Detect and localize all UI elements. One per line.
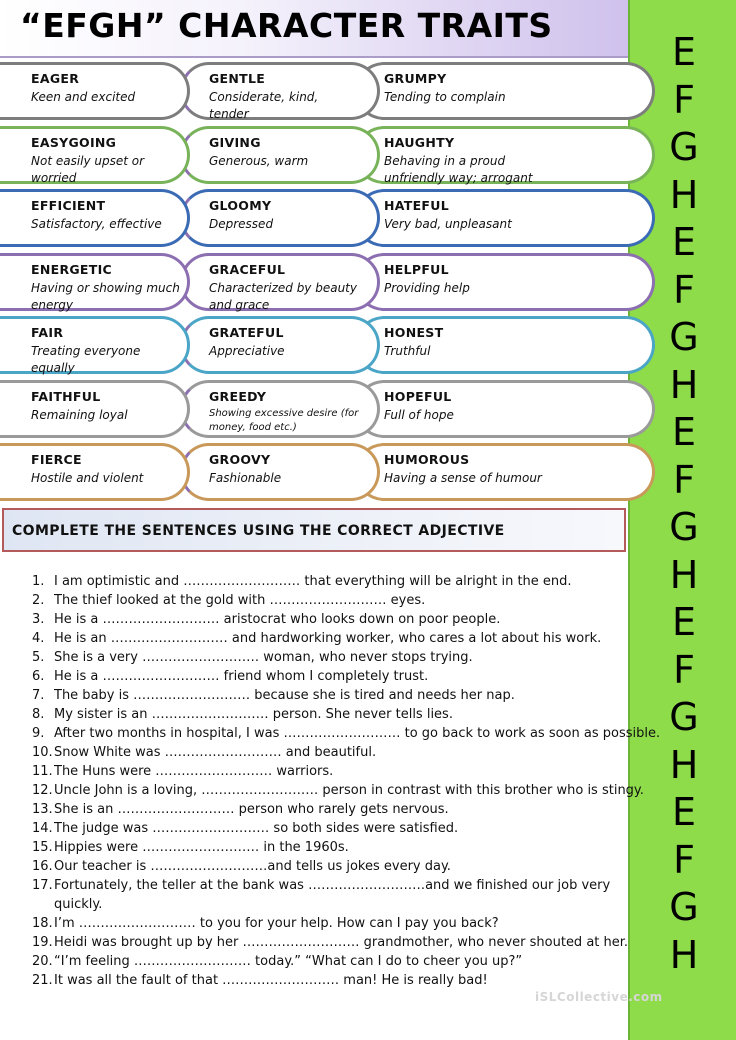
side-letter: F [673, 267, 695, 312]
sentence-number: 1. [32, 574, 45, 589]
sentence-item [32, 593, 425, 608]
sentence-item [32, 878, 610, 893]
sentence-text: After two months in hospital, I was ……………………… to go back to work as soon as possible. [54, 726, 661, 741]
sentence-item [32, 764, 333, 779]
trait-word: EAGER [31, 71, 80, 86]
sentence-text: The judge was ……………………… so both sides were satisfied. [54, 821, 459, 836]
sentence-item [32, 935, 628, 950]
trait-word: EASYGOING [31, 134, 117, 150]
sentence-number: 4. [32, 631, 45, 646]
trait-card [180, 62, 380, 120]
sentence-text: He is a ……………………… aristocrat who looks down on poor people. [54, 612, 501, 627]
sentence-number: 2. [32, 593, 45, 608]
side-letter: E [671, 220, 696, 264]
trait-definition: Generous, warm [209, 153, 309, 168]
trait-card [355, 316, 655, 374]
sentence-item [32, 859, 451, 874]
sentence-text: Uncle John is a loving, ……………………… person in contrast with this brother who is stingy. [54, 783, 644, 798]
sentence-number: 9. [32, 726, 45, 741]
page-title: “EFGH” CHARACTER TRAITS [20, 6, 553, 45]
sentence-item [32, 840, 349, 855]
trait-word: HONEST [384, 325, 444, 340]
trait-card [355, 443, 655, 501]
trait-card [355, 253, 655, 311]
trait-card [180, 443, 380, 501]
trait-word: EFFICIENT [31, 198, 106, 213]
watermark: iSLCollective.com [535, 990, 663, 1004]
trait-word: FIERCE [31, 452, 82, 467]
side-letter: G [669, 125, 699, 169]
trait-definition: Appreciative [209, 344, 285, 358]
sentence-number: 7. [32, 688, 45, 703]
trait-definition: Keen and excited [31, 90, 136, 104]
trait-card [180, 253, 380, 311]
sentence-text: She is a very ……………………… woman, who never stops trying. [54, 650, 473, 665]
sentence-text: “I’m feeling ……………………… today.” “What can I do to cheer you up?” [54, 954, 523, 969]
trait-word: HELPFUL [384, 261, 449, 277]
trait-word: GRACEFUL [209, 261, 286, 277]
sentence-text: My sister is an ……………………… person. She never tells lies. [54, 707, 453, 722]
side-letter: E [671, 790, 696, 834]
sentence-item [32, 669, 428, 684]
sentence-item [32, 631, 601, 646]
side-letter: G [669, 505, 699, 549]
sentence-item [32, 821, 458, 836]
trait-card [355, 189, 655, 247]
sentence-number: 8. [32, 707, 45, 722]
sentence-text: Heidi was brought up by her ……………………… grandmother, who never shouted at her. [54, 935, 629, 950]
instruction-banner [2, 508, 626, 552]
trait-card [0, 189, 190, 247]
side-letter: H [669, 172, 699, 217]
trait-definition: Very bad, unpleasant [384, 217, 512, 231]
trait-definition: Not easily upset or worried [31, 153, 145, 185]
trait-definition: Tending to complain [384, 90, 506, 104]
sentence-text: He is a ……………………… friend whom I completely trust. [54, 669, 429, 684]
sentence-number: 14. [32, 821, 53, 836]
sentence-text: It was all the fault of that ……………………… man! He is really bad! [54, 973, 488, 988]
sentence-text: He is an ……………………… and hardworking worker, who cares a lot about his work. [54, 631, 602, 646]
sentence-text: The thief looked at the gold with ……………………… eyes. [54, 593, 426, 608]
sentence-number: 21. [32, 973, 53, 988]
sentence-text: The Huns were ……………………… warriors. [54, 764, 334, 779]
sentence-number: 6. [32, 669, 45, 684]
trait-definition: Characterized by beauty and grace [209, 280, 357, 312]
trait-card [0, 62, 190, 120]
sentence-number: 17. [32, 878, 53, 893]
trait-word: ENERGETIC [31, 261, 113, 277]
side-letter: E [671, 30, 696, 74]
sentence-text: I’m ……………………… to you for your help. How can I pay you back? [54, 916, 499, 931]
trait-definition: Truthful [384, 344, 431, 358]
trait-card [355, 62, 655, 120]
trait-card [355, 126, 655, 184]
side-letter: F [673, 837, 695, 882]
side-letter: G [669, 695, 699, 739]
side-letter: G [669, 315, 699, 359]
sentence-text: Fortunately, the teller at the bank was ………………………and we finished our job very [54, 878, 611, 893]
sentence-number: 13. [32, 802, 53, 817]
trait-card [0, 126, 190, 184]
sentence-text: She is an ……………………… person who rarely gets nervous. [54, 802, 449, 817]
trait-card [180, 316, 380, 374]
sentence-number: 15. [32, 840, 53, 855]
trait-word: GRUMPY [384, 71, 447, 86]
trait-definition: Behaving in a proud unfriendly way; arrogant [384, 153, 533, 185]
trait-card [0, 316, 190, 374]
trait-word: GIVING [209, 134, 261, 150]
trait-definition: Full of hope [384, 407, 454, 422]
trait-card [0, 253, 190, 311]
sentence-text: Snow White was ……………………… and beautiful. [54, 745, 377, 760]
sentence-text: I am optimistic and ……………………… that everything will be alright in the end. [54, 574, 572, 589]
trait-definition: Having a sense of humour [384, 471, 542, 485]
instruction-text: COMPLETE THE SENTENCES USING THE CORRECT ADJECTIVE [12, 523, 505, 539]
trait-definition: Treating everyone equally [31, 344, 141, 375]
trait-definition: Depressed [209, 217, 274, 231]
sentence-text: The baby is ……………………… because she is tired and needs her nap. [54, 688, 515, 703]
side-letter: E [671, 410, 696, 454]
side-letter: G [669, 885, 699, 929]
sentence-number: 10. [32, 745, 53, 760]
trait-card [180, 189, 380, 247]
trait-word: FAIR [31, 325, 64, 340]
sentence-number: 16. [32, 859, 53, 874]
trait-definition: Hostile and violent [31, 471, 144, 485]
sentence-item [32, 973, 488, 988]
sentence-text: Hippies were ……………………… in the 1960s. [54, 840, 349, 855]
trait-card [355, 380, 655, 438]
trait-word: FAITHFUL [31, 388, 101, 404]
trait-word: GLOOMY [209, 198, 272, 213]
sentence-number: 11. [32, 764, 53, 779]
sentence-number: 19. [32, 935, 53, 950]
side-letter: H [669, 362, 699, 407]
trait-definition: Showing excessive desire (for money, food etc.) [209, 407, 359, 433]
trait-word: GREEDY [209, 388, 267, 404]
trait-card [180, 126, 380, 184]
sentence-text: Our teacher is ………………………and tells us jokes every day. [54, 859, 451, 874]
trait-word: HUMOROUS [384, 452, 470, 467]
sentence-list [0, 556, 661, 1040]
trait-definition: Considerate, kind, tender [209, 90, 319, 121]
side-letter: F [673, 647, 695, 692]
trait-definition: Fashionable [209, 471, 282, 485]
trait-word: GROOVY [209, 452, 271, 467]
trait-definition: Having or showing much energy [31, 280, 180, 312]
sentence-item [32, 745, 376, 760]
sentence-text: quickly. [54, 897, 103, 912]
sentence-item [32, 612, 500, 627]
trait-word: GENTLE [209, 71, 266, 86]
sentence-number: 20. [32, 954, 53, 969]
title-bar [0, 0, 628, 58]
side-letter: H [669, 552, 699, 597]
sentence-item [32, 707, 453, 722]
trait-card [180, 380, 380, 438]
sentence-item [32, 897, 102, 912]
trait-definition: Providing help [384, 280, 470, 295]
sentence-item [32, 954, 522, 969]
traits-grid [0, 60, 628, 506]
sentence-number: 18. [32, 916, 53, 931]
trait-word: GRATEFUL [209, 325, 284, 340]
sentence-number: 3. [32, 612, 45, 627]
side-letter: H [669, 932, 699, 977]
trait-definition: Satisfactory, effective [31, 217, 162, 231]
trait-word: HAUGHTY [384, 134, 455, 150]
trait-word: HATEFUL [384, 198, 449, 213]
sentence-number: 12. [32, 783, 53, 798]
trait-definition: Remaining loyal [31, 407, 128, 422]
trait-card [0, 380, 190, 438]
sentence-item [32, 783, 644, 798]
sentence-item [32, 802, 449, 817]
side-letter: F [673, 77, 695, 122]
sentence-item [32, 574, 572, 589]
trait-card [0, 443, 190, 501]
sentence-item [32, 726, 660, 741]
sentence-item [32, 688, 515, 703]
sentence-item [32, 650, 473, 665]
side-letter: H [669, 742, 699, 787]
trait-word: HOPEFUL [384, 388, 452, 404]
sentence-number: 5. [32, 650, 45, 665]
sentence-item [32, 916, 499, 931]
side-letter: F [673, 457, 695, 502]
side-letter: E [671, 600, 696, 644]
